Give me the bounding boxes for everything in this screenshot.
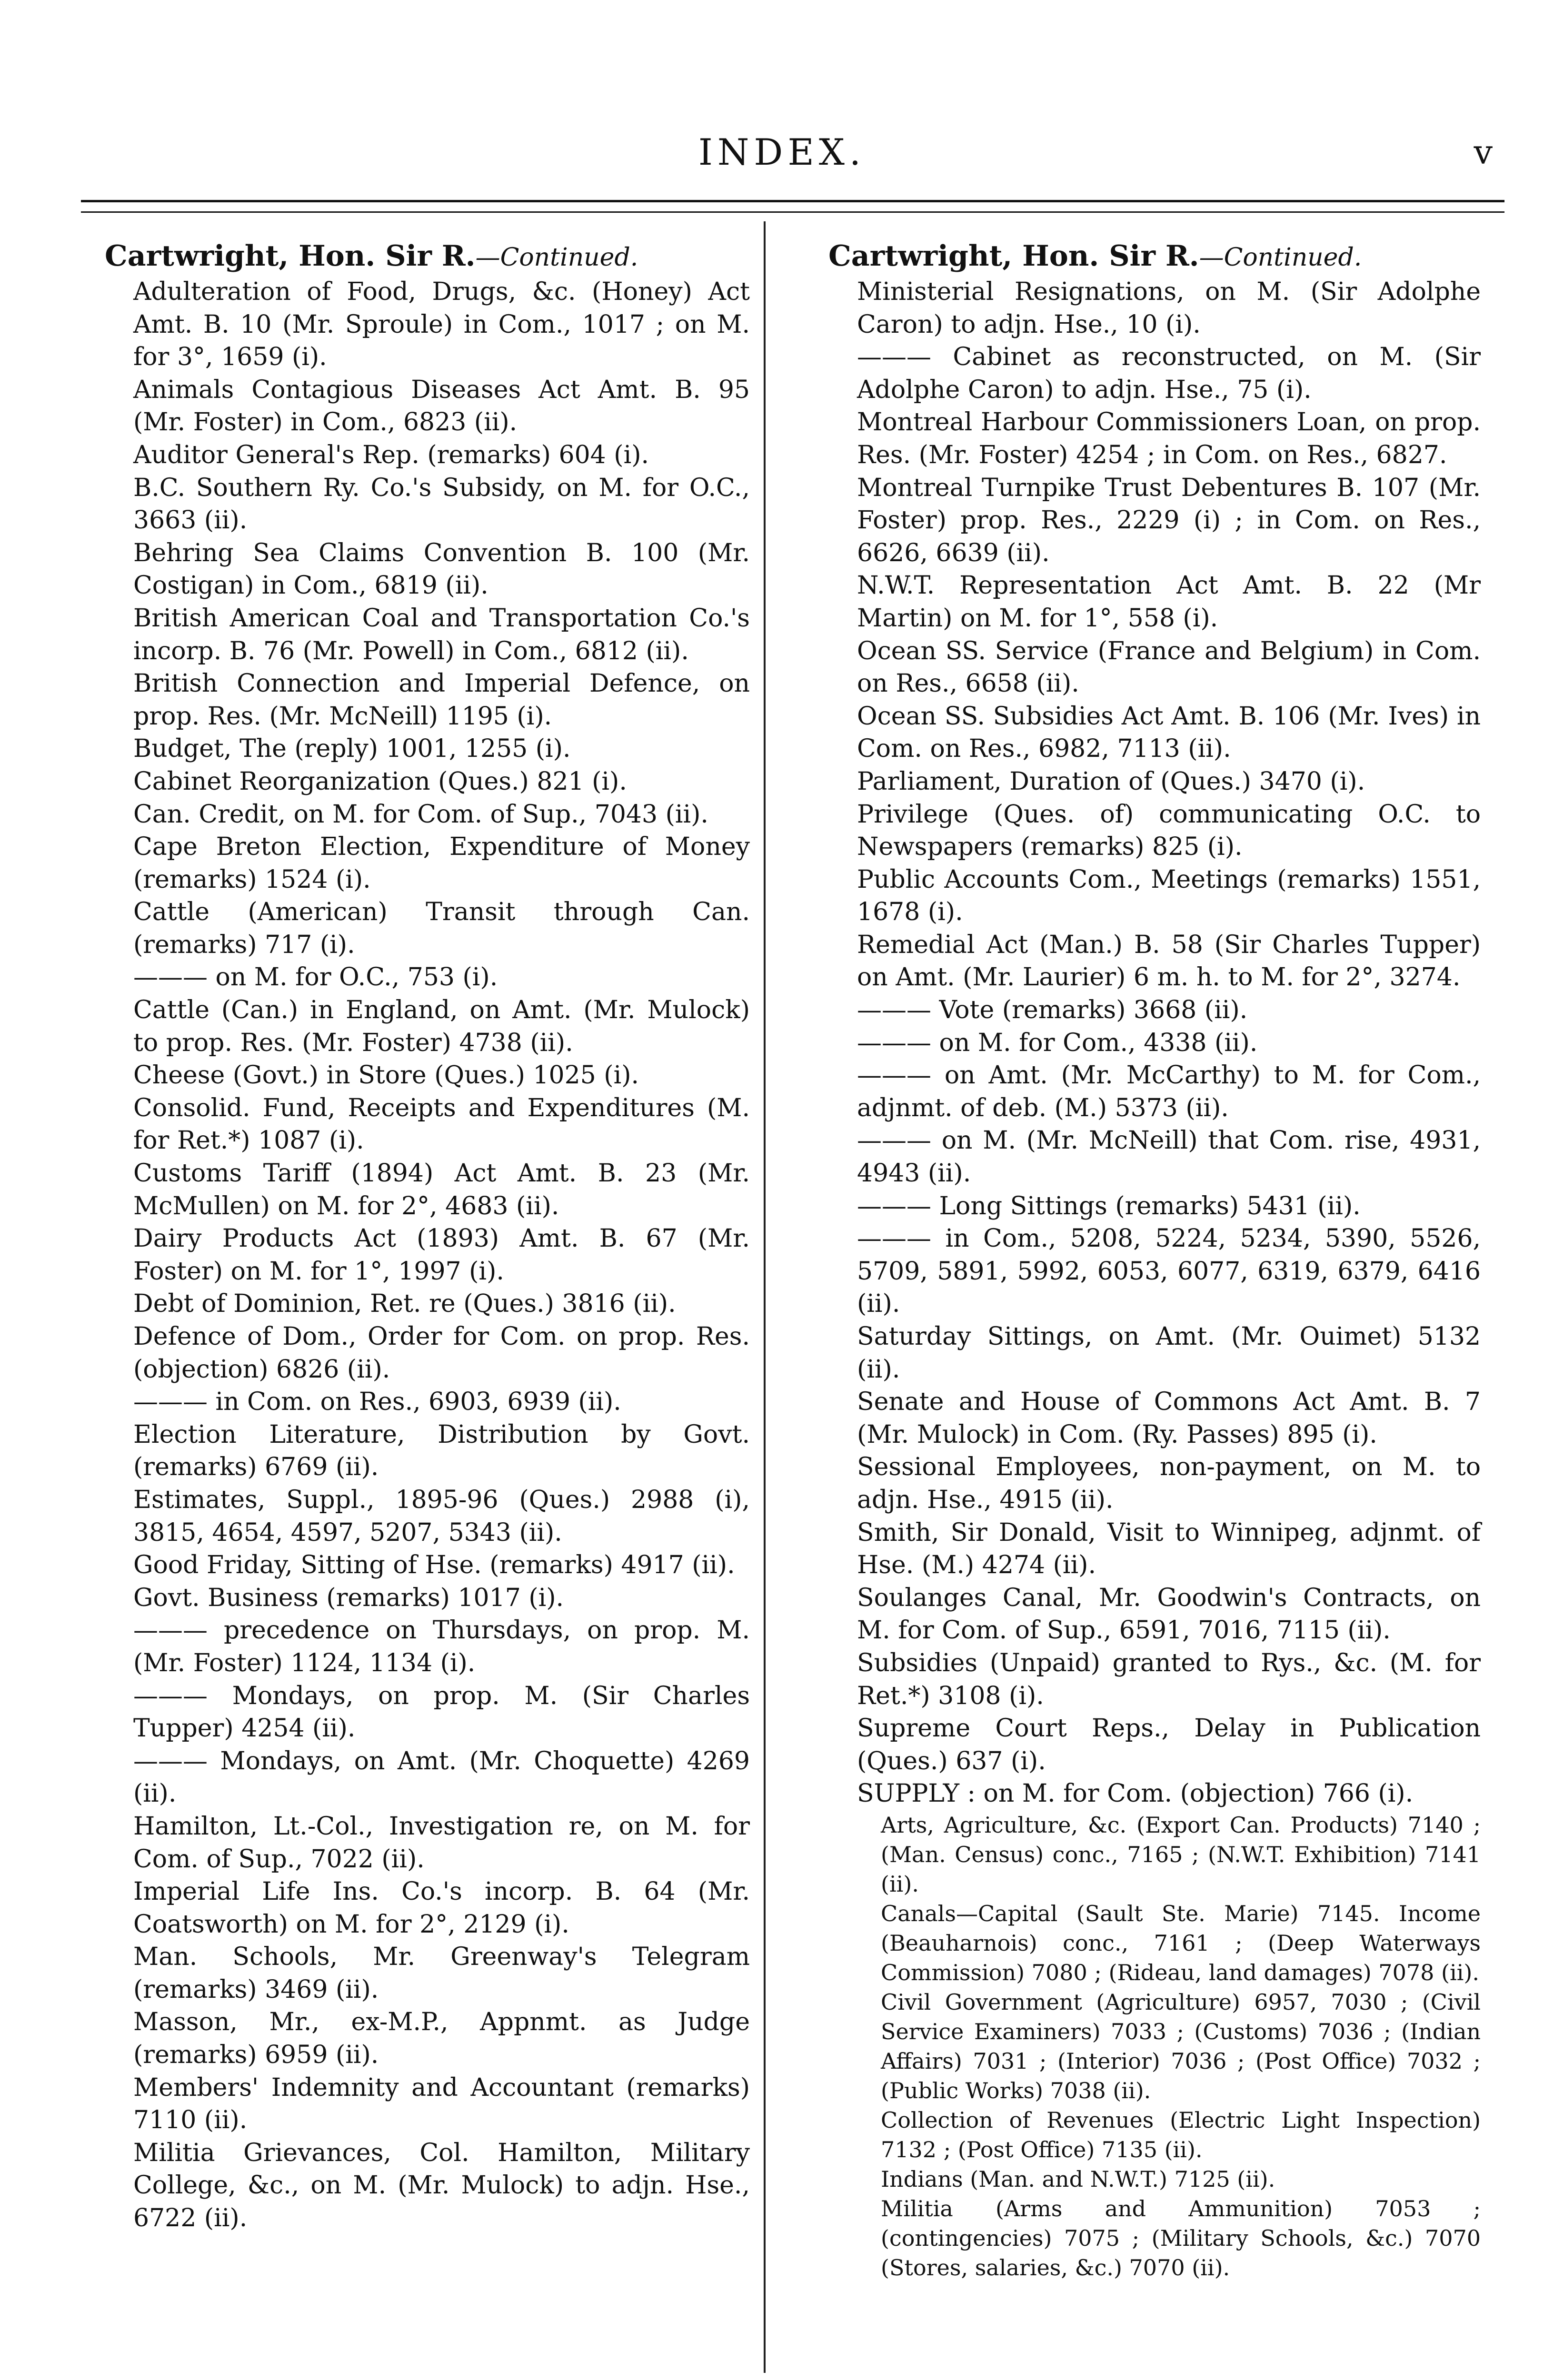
index-entry: Imperial Life Ins. Co.'s incorp. B. 64 (Mr. Coatsworth) on M. for 2°, 2129 (i). xyxy=(133,1877,750,1939)
header-rule xyxy=(81,200,1504,202)
index-entry: Privilege (Ques. of) communicating O.C. to Newspapers (remarks) 825 (i). xyxy=(857,800,1481,862)
index-entry: Militia (Arms and Ammunition) 7053 ; (contingencies) 7075 ; (Military Schools, &c.) 7070 (Stores, salaries, &c.) 7070 (ii). xyxy=(881,2195,1481,2281)
index-entry: Supreme Court Reps., Delay in Publication (Ques.) 637 (i). xyxy=(857,1714,1481,1775)
index-entry: Hamilton, Lt.-Col., Investigation re, on M. for Com. of Sup., 7022 (ii). xyxy=(133,1812,750,1874)
index-entry: N.W.T. Representation Act Amt. B. 22 (Mr Martin) on M. for 1°, 558 (i). xyxy=(857,571,1481,633)
heading-continued: —Continued. xyxy=(475,243,638,272)
index-entry: SUPPLY : on M. for Com. (objection) 766 (i). xyxy=(857,1779,1414,1808)
index-entry: ——— on M. for Com., 4338 (ii). xyxy=(857,1028,1258,1057)
index-entry: ——— Vote (remarks) 3668 (ii). xyxy=(857,996,1248,1025)
supply-subentry-list xyxy=(828,1810,1481,2282)
index-entry: Public Accounts Com., Meetings (remarks) 1551, 1678 (i). xyxy=(857,865,1481,927)
index-entry: Saturday Sittings, on Amt. (Mr. Ouimet) 5132 (ii). xyxy=(857,1322,1481,1384)
index-entry: British Connection and Imperial Defence, on prop. Res. (Mr. McNeill) 1195 (i). xyxy=(133,669,750,731)
index-entry: Canals—Capital (Sault Ste. Marie) 7145. Income (Beauharnois) conc., 7161 ; (Deep Waterways Commission) 7080 ; (Rideau, land damages) 7078 (ii). xyxy=(881,1900,1481,1985)
index-entry: Dairy Products Act (1893) Amt. B. 67 (Mr. Foster) on M. for 1°, 1997 (i). xyxy=(133,1224,750,1286)
index-entry: Ocean SS. Subsidies Act Amt. B. 106 (Mr. Ives) in Com. on Res., 6982, 7113 (ii). xyxy=(857,702,1481,764)
index-entry: Cape Breton Election, Expenditure of Money (remarks) 1524 (i). xyxy=(133,833,750,894)
index-entry: Estimates, Suppl., 1895-96 (Ques.) 2988 (i), 3815, 4654, 4597, 5207, 5343 (ii). xyxy=(133,1485,750,1547)
index-entry: Militia Grievances, Col. Hamilton, Military College, &c., on M. (Mr. Mulock) to adjn. Hse., 6722 (ii). xyxy=(133,2138,750,2233)
heading-name: Cartwright, Hon. Sir R. xyxy=(105,239,476,273)
index-entry: ——— on M. (Mr. McNeill) that Com. rise, 4931, 4943 (ii). xyxy=(857,1126,1481,1188)
index-entry: Can. Credit, on M. for Com. of Sup., 7043 (ii). xyxy=(133,800,708,829)
index-entry: ——— on M. for O.C., 753 (i). xyxy=(133,963,498,992)
right-column xyxy=(828,238,1481,2282)
index-entry: Defence of Dom., Order for Com. on prop. Res. (objection) 6826 (ii). xyxy=(133,1322,750,1384)
index-entry: B.C. Southern Ry. Co.'s Subsidy, on M. for O.C., 3663 (ii). xyxy=(133,473,750,535)
index-entry: Behring Sea Claims Convention B. 100 (Mr. Costigan) in Com., 6819 (ii). xyxy=(133,538,750,600)
index-entry: ——— Mondays, on Amt. (Mr. Choquette) 4269 (ii). xyxy=(133,1746,750,1808)
index-entry: Sessional Employees, non-payment, on M. to adjn. Hse., 4915 (ii). xyxy=(857,1453,1481,1514)
index-entry: Soulanges Canal, Mr. Goodwin's Contracts, on M. for Com. of Sup., 6591, 7016, 7115 (ii). xyxy=(857,1583,1481,1645)
page-header xyxy=(0,129,1564,181)
entry-list xyxy=(105,276,750,2235)
index-entry: Cheese (Govt.) in Store (Ques.) 1025 (i). xyxy=(133,1061,639,1090)
index-entry: Masson, Mr., ex-M.P., Appnmt. as Judge (remarks) 6959 (ii). xyxy=(133,2008,750,2070)
index-entry: Members' Indemnity and Accountant (remarks) 7110 (ii). xyxy=(133,2073,750,2135)
index-entry: Ocean SS. Service (France and Belgium) in Com. on Res., 6658 (ii). xyxy=(857,636,1481,698)
index-entry: Collection of Revenues (Electric Light Inspection) 7132 ; (Post Office) 7135 (ii). xyxy=(881,2107,1481,2162)
header-rule-thin xyxy=(81,211,1504,213)
index-entry: Good Friday, Sitting of Hse. (remarks) 4917 (ii). xyxy=(133,1551,735,1580)
page-title: INDEX. xyxy=(698,131,866,173)
index-entry: Budget, The (reply) 1001, 1255 (i). xyxy=(133,734,571,764)
index-entry: ——— on Amt. (Mr. McCarthy) to M. for Com., adjnmt. of deb. (M.) 5373 (ii). xyxy=(857,1061,1481,1122)
entry-list xyxy=(828,276,1481,1810)
index-entry: Arts, Agriculture, &c. (Export Can. Products) 7140 ; (Man. Census) conc., 7165 ; (N.W.T. Exhibition) 7141 (ii). xyxy=(881,1812,1481,1897)
page-number: v xyxy=(1474,133,1493,172)
index-entry: ——— Long Sittings (remarks) 5431 (ii). xyxy=(857,1191,1361,1220)
index-entry: Parliament, Duration of (Ques.) 3470 (i). xyxy=(857,767,1365,796)
index-entry: ——— in Com. on Res., 6903, 6939 (ii). xyxy=(133,1388,621,1417)
index-entry: Consolid. Fund, Receipts and Expenditures (M. for Ret.*) 1087 (i). xyxy=(133,1093,750,1155)
index-entry: Senate and House of Commons Act Amt. B. 7 (Mr. Mulock) in Com. (Ry. Passes) 895 (i). xyxy=(857,1388,1481,1449)
index-entry: Man. Schools, Mr. Greenway's Telegram (remarks) 3469 (ii). xyxy=(133,1943,750,2004)
index-entry: Customs Tariff (1894) Act Amt. B. 23 (Mr. McMullen) on M. for 2°, 4683 (ii). xyxy=(133,1159,750,1220)
index-heading xyxy=(105,238,750,276)
index-entry: Montreal Turnpike Trust Debentures B. 107 (Mr. Foster) prop. Res., 2229 (i) ; in Com. on Res., 6626, 6639 (ii). xyxy=(857,473,1481,567)
index-entry: Debt of Dominion, Ret. re (Ques.) 3816 (ii). xyxy=(133,1289,676,1319)
index-entry: Election Literature, Distribution by Govt. (remarks) 6769 (ii). xyxy=(133,1420,750,1482)
index-entry: Indians (Man. and N.W.T.) 7125 (ii). xyxy=(881,2166,1275,2192)
heading-name: Cartwright, Hon. Sir R. xyxy=(828,239,1199,273)
index-entry: Montreal Harbour Commissioners Loan, on prop. Res. (Mr. Foster) 4254 ; in Com. on Res., 6827. xyxy=(857,408,1481,469)
index-entry: Govt. Business (remarks) 1017 (i). xyxy=(133,1583,564,1612)
index-entry: Ministerial Resignations, on M. (Sir Adolphe Caron) to adjn. Hse., 10 (i). xyxy=(857,278,1481,339)
index-entry: Civil Government (Agriculture) 6957, 7030 ; (Civil Service Examiners) 7033 ; (Customs) 7036 ; (Indian Affairs) 7031 ; (Interior) 7036 ; (Post Office) 7032 ; (Public Works) 7038 (ii). xyxy=(881,1989,1481,2103)
index-heading xyxy=(828,238,1481,276)
index-entry: Smith, Sir Donald, Visit to Winnipeg, adjnmt. of Hse. (M.) 4274 (ii). xyxy=(857,1518,1481,1580)
index-entry: Cattle (Can.) in England, on Amt. (Mr. Mulock) to prop. Res. (Mr. Foster) 4738 (ii). xyxy=(133,996,750,1057)
index-entry: Animals Contagious Diseases Act Amt. B. 95 (Mr. Foster) in Com., 6823 (ii). xyxy=(133,375,750,437)
index-entry: Subsidies (Unpaid) granted to Rys., &c. (M. for Ret.*) 3108 (i). xyxy=(857,1648,1481,1710)
index-entry: British American Coal and Transportation Co.'s incorp. B. 76 (Mr. Powell) in Com., 6812 (ii). xyxy=(133,604,750,665)
index-entry: ——— precedence on Thursdays, on prop. M. (Mr. Foster) 1124, 1134 (i). xyxy=(133,1616,750,1677)
index-entry: Remedial Act (Man.) B. 58 (Sir Charles Tupper) on Amt. (Mr. Laurier) 6 m. h. to M. for 2°, 3274. xyxy=(857,930,1481,992)
index-entry: Auditor General's Rep. (remarks) 604 (i). xyxy=(133,440,649,469)
left-column xyxy=(105,238,750,2235)
index-entry: ——— Cabinet as reconstructed, on M. (Sir Adolphe Caron) to adjn. Hse., 75 (i). xyxy=(857,343,1481,404)
index-entry: ——— Mondays, on prop. M. (Sir Charles Tupper) 4254 (ii). xyxy=(133,1681,750,1743)
heading-continued: —Continued. xyxy=(1199,243,1362,272)
index-entry: Cattle (American) Transit through Can. (remarks) 717 (i). xyxy=(133,898,750,959)
index-entry: Cabinet Reorganization (Ques.) 821 (i). xyxy=(133,767,627,796)
index-entry: ——— in Com., 5208, 5224, 5234, 5390, 5526, 5709, 5891, 5992, 6053, 6077, 6319, 6379, 6416 (ii). xyxy=(857,1224,1481,1319)
index-entry: Adulteration of Food, Drugs, &c. (Honey) Act Amt. B. 10 (Mr. Sproule) in Com., 1017 ; on M. for 3°, 1659 (i). xyxy=(133,278,750,372)
column-divider xyxy=(764,221,766,2373)
